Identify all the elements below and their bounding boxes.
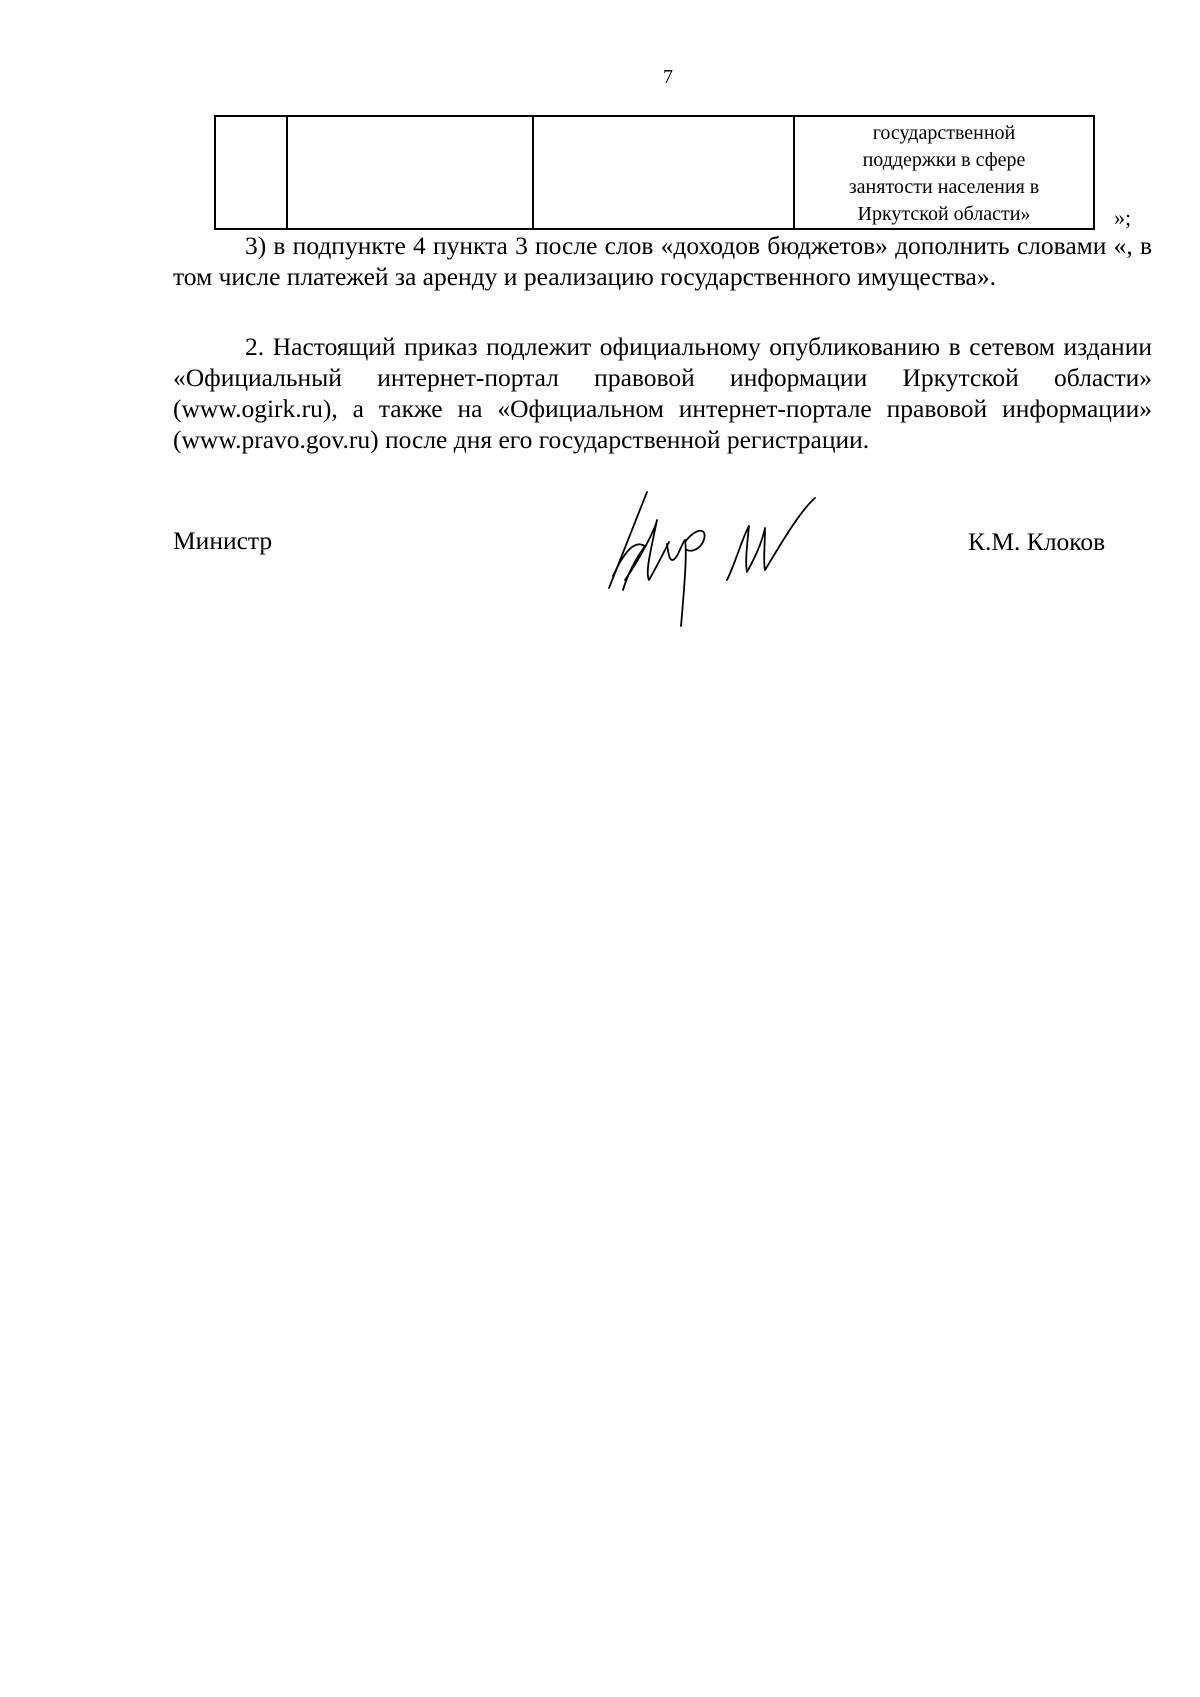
- cell-line: поддержки в сфере: [862, 149, 1026, 171]
- handwritten-signature: [605, 480, 855, 630]
- cell-line: занятости населения в: [848, 176, 1040, 198]
- signer-name: К.М. Клоков: [968, 527, 1106, 556]
- table-cell-empty-3: [533, 116, 794, 229]
- table-cell-text: [794, 116, 1094, 229]
- table-cell-empty-2: [287, 116, 533, 229]
- cell-line: государственной: [872, 122, 1016, 144]
- table-cell-empty-1: [215, 116, 287, 229]
- paragraph-item-3: 3) в подпункте 4 пункта 3 после слов «доходов бюджетов» дополнить словами «, в том числе платежей за аренду и реализацию государственного имущества».: [173, 231, 1152, 291]
- paragraph-item-2: 2. Настоящий приказ подлежит официальному опубликованию в сетевом издании «Официальный интернет-портал правовой информации Иркутской области» (www.ogirk.ru), а также на «Официальном интернет-портале правовой информации» (www.pravo.gov.ru) после дня его государственной регистрации.: [173, 332, 1152, 454]
- page-number: 7: [663, 66, 673, 88]
- closing-quote: »;: [1114, 205, 1132, 230]
- cell-line: Иркутской области»: [857, 203, 1031, 225]
- signer-title: Министр: [173, 526, 273, 555]
- table-row: [215, 116, 1094, 229]
- continued-table: [214, 115, 1095, 230]
